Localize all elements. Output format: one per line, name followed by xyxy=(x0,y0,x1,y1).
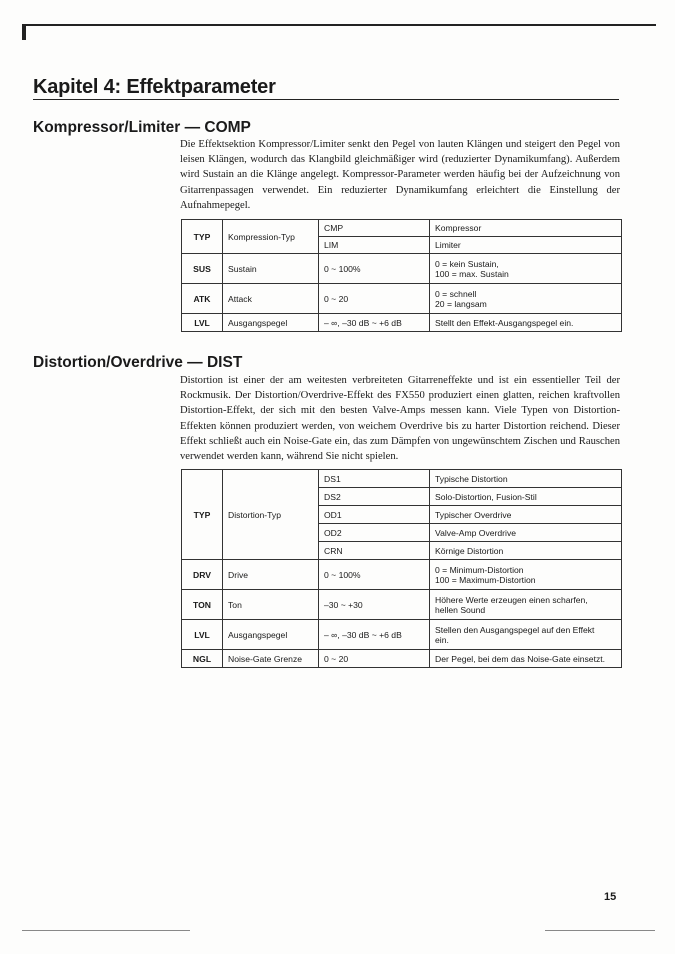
param-name: Noise-Gate Grenze xyxy=(223,650,319,668)
param-description: Solo-Distortion, Fusion-Stil xyxy=(430,488,622,506)
top-rule xyxy=(22,24,656,26)
chapter-rule xyxy=(33,99,619,100)
param-description: Kompressor xyxy=(430,220,622,237)
param-range: – ∞, –30 dB ~ +6 dB xyxy=(319,314,430,332)
param-range: 0 ~ 20 xyxy=(319,650,430,668)
param-value: DS1 xyxy=(319,470,430,488)
description-line: 0 = kein Sustain, xyxy=(435,258,499,269)
param-code: SUS xyxy=(182,254,223,284)
param-code: TON xyxy=(182,590,223,620)
comp-description: Die Effektsektion Kompressor/Limiter senkt den Pegel von lauten Klängen und steigert den Pegel von leisen Klängen, wodurch das Klangbild gleichmäßiger wird (reduzierter Dynamikumfang). Außerdem wird Sustain an die Klänge angelegt. Kompressor-Parameter werden häufig bei der Aufzeichnung von Gitarrenpassagen verwendet. Ein reduzierter Dynamikumfang erleichtert die Einstellung der Aufnahmepegel. xyxy=(180,139,620,211)
param-description xyxy=(430,254,622,284)
param-name: Ausgangspegel xyxy=(223,620,319,650)
param-code: TYP xyxy=(182,470,223,560)
bottom-rule-left xyxy=(22,930,190,931)
param-description: Der Pegel, bei dem das Noise-Gate einsetzt. xyxy=(430,650,622,668)
corner-mark xyxy=(22,24,26,40)
description-line: hellen Sound xyxy=(435,604,486,615)
table-row xyxy=(182,650,622,668)
param-description xyxy=(430,284,622,314)
param-code: TYP xyxy=(182,220,223,254)
dist-parameter-table xyxy=(181,469,622,668)
param-description: Typischer Overdrive xyxy=(430,506,622,524)
table-row xyxy=(182,470,622,488)
description-line: 100 = max. Sustain xyxy=(435,268,509,279)
description-line: 100 = Maximum-Distortion xyxy=(435,574,536,585)
param-name: Sustain xyxy=(223,254,319,284)
section-title-dist: Distortion/Overdrive — DIST xyxy=(33,354,243,371)
param-description xyxy=(430,560,622,590)
param-value: CMP xyxy=(319,220,430,237)
table-row xyxy=(182,590,622,620)
description-line: 20 = langsam xyxy=(435,298,487,309)
param-name: Kompression-Typ xyxy=(223,220,319,254)
param-code: ATK xyxy=(182,284,223,314)
param-name: Ausgangspegel xyxy=(223,314,319,332)
table-row xyxy=(182,560,622,590)
param-description: Valve-Amp Overdrive xyxy=(430,524,622,542)
param-value: OD1 xyxy=(319,506,430,524)
param-description: Stellt den Effekt-Ausgangspegel ein. xyxy=(430,314,622,332)
param-value: DS2 xyxy=(319,488,430,506)
param-value: CRN xyxy=(319,542,430,560)
param-code: LVL xyxy=(182,620,223,650)
param-description: Körnige Distortion xyxy=(430,542,622,560)
param-description xyxy=(430,620,622,650)
param-range: – ∞, –30 dB ~ +6 dB xyxy=(319,620,430,650)
param-description: Typische Distortion xyxy=(430,470,622,488)
param-value: OD2 xyxy=(319,524,430,542)
page-number: 15 xyxy=(604,891,617,903)
description-line: 0 = schnell xyxy=(435,288,477,299)
param-value: LIM xyxy=(319,237,430,254)
table-row xyxy=(182,284,622,314)
dist-description: Distortion ist einer der am weitesten verbreiteten Gitarreneffekte und ist ein essentieller Teil der Rockmusik. Der Distortion/Overdrive-Effekt des FX550 produziert einen glatten, reichen kraftvollen Distortion-Effekt, der sich mit den besten Valve-Amps messen kann. Viele Typen von Distortion-Effekten können produziert werden, von weichem Overdrive bis zu harter Distortion reichend. Dieser Effekt schließt auch ein Noise-Gate ein, das zum Dämpfen von ungewünschtem Zischen und Rauschen verwendet werden kann, während Sie nicht spielen. xyxy=(180,375,620,463)
param-name: Attack xyxy=(223,284,319,314)
param-description: Limiter xyxy=(430,237,622,254)
param-range: –30 ~ +30 xyxy=(319,590,430,620)
description-line: Stellen den Ausgangspegel auf den Effekt xyxy=(435,624,595,635)
param-code: LVL xyxy=(182,314,223,332)
bottom-rule-right xyxy=(545,930,655,931)
description-line: Höhere Werte erzeugen einen scharfen, xyxy=(435,594,588,605)
description-line: 0 = Minimum-Distortion xyxy=(435,564,524,575)
param-code: DRV xyxy=(182,560,223,590)
section-title-comp: Kompressor/Limiter — COMP xyxy=(33,119,251,136)
param-code: NGL xyxy=(182,650,223,668)
param-name: Drive xyxy=(223,560,319,590)
table-row xyxy=(182,620,622,650)
chapter-title: Kapitel 4: Effektparameter xyxy=(33,76,276,98)
param-range: 0 ~ 100% xyxy=(319,560,430,590)
param-name: Ton xyxy=(223,590,319,620)
table-row xyxy=(182,220,622,237)
param-name: Distortion-Typ xyxy=(223,470,319,560)
table-row xyxy=(182,254,622,284)
comp-parameter-table xyxy=(181,219,622,332)
table-row xyxy=(182,314,622,332)
param-description xyxy=(430,590,622,620)
param-range: 0 ~ 100% xyxy=(319,254,430,284)
param-range: 0 ~ 20 xyxy=(319,284,430,314)
description-line: ein. xyxy=(435,634,449,645)
